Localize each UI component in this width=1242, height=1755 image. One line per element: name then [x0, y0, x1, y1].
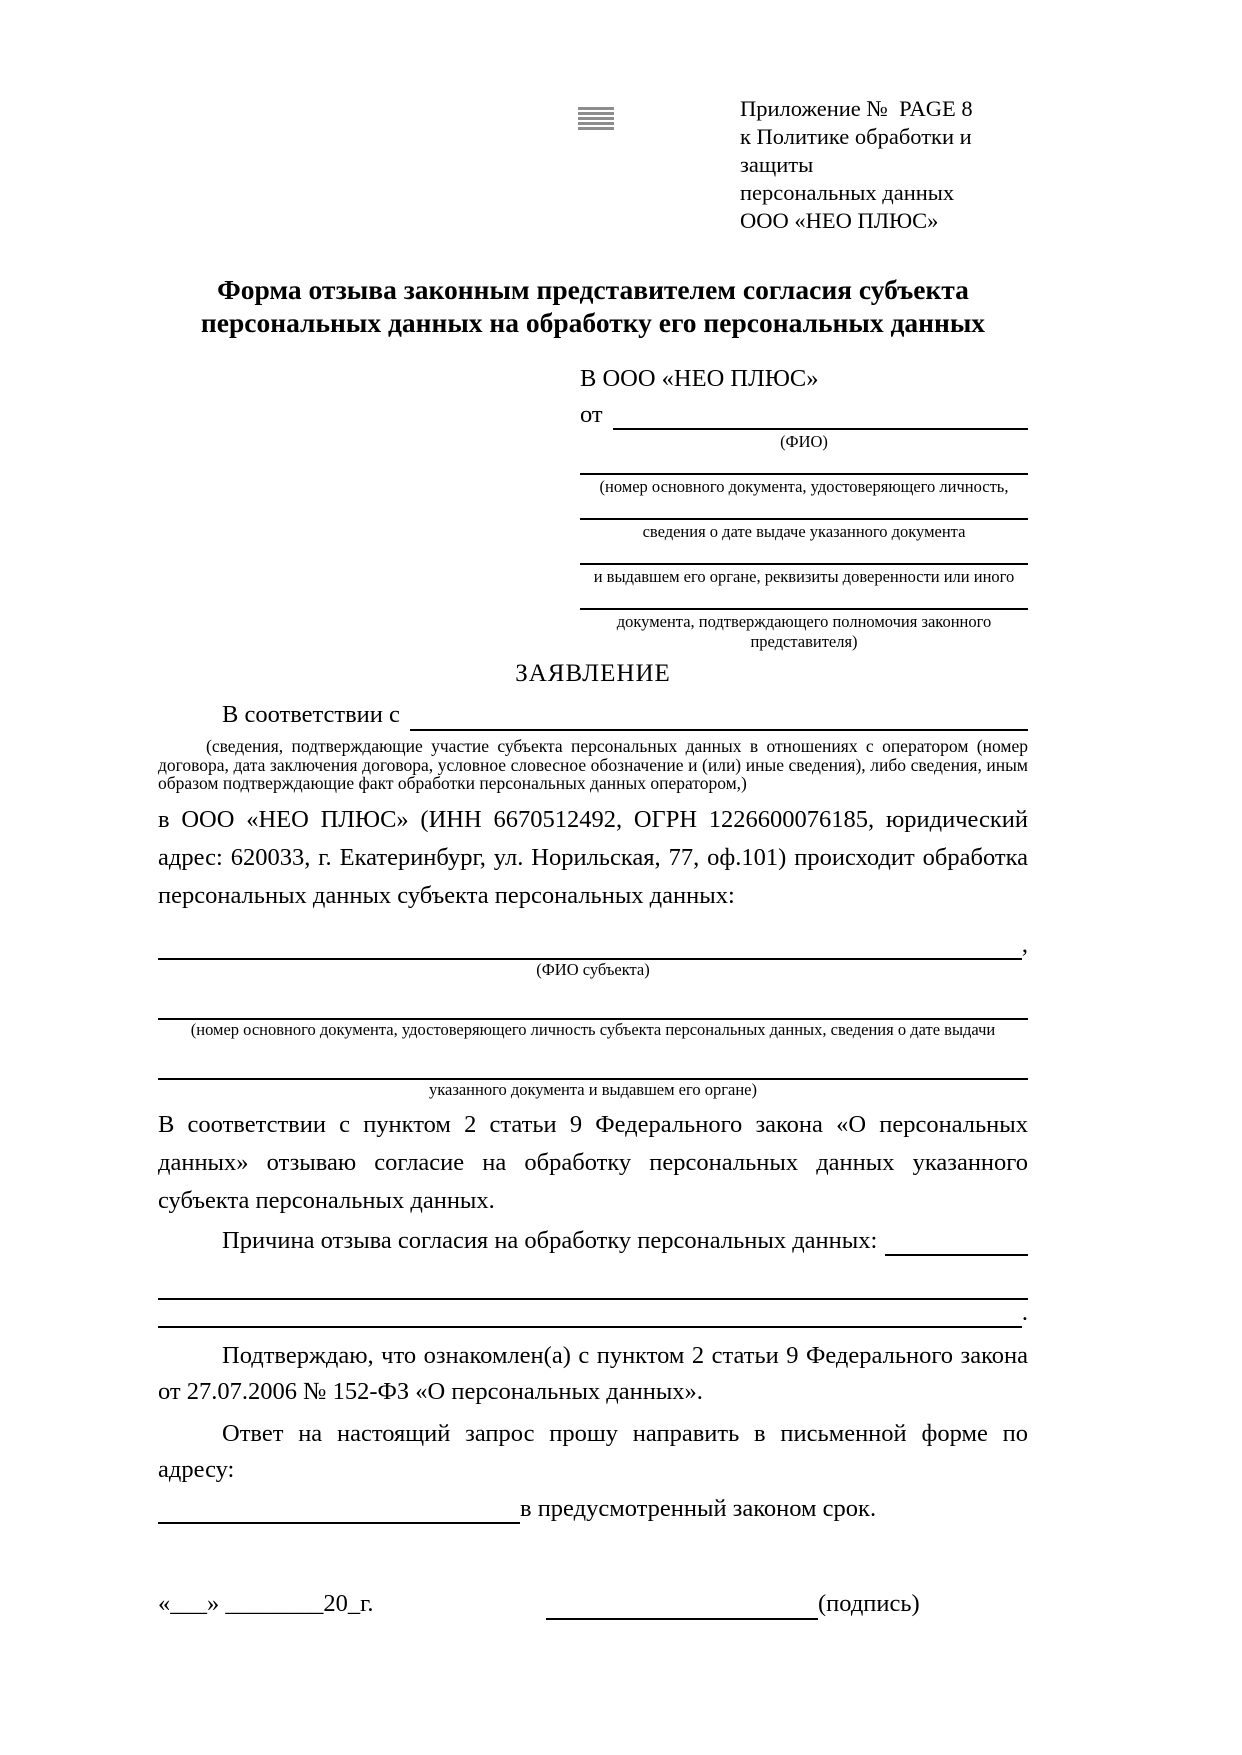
from-row — [580, 394, 1028, 430]
reason-continuation-line-1 — [158, 1272, 1028, 1300]
subject-doc-blank-line — [158, 992, 1028, 1020]
withdraw-paragraph: В соответствии с пунктом 2 статьи 9 Федерального закона «О персональных данных» отзываю согласие на обработку персональных данных указанного субъекта персональных данных. — [158, 1111, 1028, 1215]
reason-blank-line — [885, 1254, 1028, 1256]
fio-caption: (ФИО) — [780, 432, 828, 451]
footer-row — [158, 1588, 1028, 1620]
intro-prefix: В соответствии с — [222, 701, 400, 729]
issue-date-blank-line — [580, 497, 1028, 520]
recipient-block — [580, 363, 1028, 651]
issue-date-caption: сведения о дате выдаче указанного документа — [642, 522, 966, 541]
response-paragraph-line-1: Ответ на настоящий запрос прошу направить в письменной форме по адресу: — [158, 1420, 1028, 1484]
subject-doc-row-2 — [158, 1052, 1028, 1080]
response-suffix: в предусмотренный законом срок. — [520, 1494, 877, 1522]
signature-blank-line — [546, 1592, 818, 1620]
subject-fio-caption: (ФИО субъекта) — [536, 960, 650, 980]
from-label: от — [580, 401, 603, 428]
reason-period: . — [1021, 1298, 1028, 1326]
issuing-authority-blank-line — [580, 542, 1028, 565]
reason-continuation-line-2 — [158, 1300, 1022, 1328]
authority-document-blank-line — [580, 587, 1028, 610]
fine-print: (сведения, подтверждающие участие субъекта персональных данных в отношениях с оператором (номер договора, дата заключения договора, условное словесное обозначение и (или) иные сведения), либо сведения, иным образом подтверждающие факт обработки персональных данных оператором,) — [158, 736, 1028, 793]
reason-row — [158, 1222, 1028, 1256]
intro-blank-line — [410, 729, 1028, 731]
issuing-authority-caption: и выдавшем его органе, реквизиты доверенности или иного — [593, 567, 1015, 586]
subject-doc-caption-1: (номер основного документа, удостоверяющего личность субъекта персональных данных, сведения о дате выдачи — [190, 1020, 996, 1040]
response-paragraph-line-2 — [158, 1488, 1028, 1524]
company-name: ООО «НЕО ПЛЮС» — [740, 208, 939, 233]
confirm-paragraph: Подтверждаю, что ознакомлен(а) с пунктом 2 статьи 9 Федерального закона от 27.07.2006 № 152-ФЗ «О персональных данных». — [158, 1342, 1028, 1406]
reason-label: Причина отзыва согласия на обработку персональных данных: — [222, 1226, 878, 1254]
authority-document-caption: документа, подтверждающего полномочия законного представителя) — [616, 612, 992, 651]
address-blank-line — [158, 1496, 520, 1524]
fio-blank-line — [613, 428, 1028, 430]
form-title: Форма отзыва законным представителем согласия субъекта персональных данных на обработку его персональных данных — [200, 274, 986, 338]
page-header — [158, 95, 1028, 233]
date-field: «___» ________20_г. — [158, 1590, 374, 1618]
appendix-number-line: Приложение № PAGE 8 — [740, 96, 973, 121]
subject-fio-comma: , — [1021, 930, 1028, 958]
doc-number-blank-line — [580, 452, 1028, 475]
subject-doc-row — [158, 992, 1028, 1020]
signature-caption: (подпись) — [818, 1590, 920, 1618]
subject-doc-caption-2: указанного документа и выдавшем его органе) — [429, 1080, 757, 1100]
subject-fio-blank-line — [158, 932, 1022, 960]
subject-doc-blank-line-2 — [158, 1052, 1028, 1080]
operator-paragraph: в ООО «НЕО ПЛЮС» (ИНН 6670512492, ОГРН 1226600076185, юридический адрес: 620033, г. Екатеринбург, ул. Норильская, 77, оф.101) происходит обработка персональных данных субъекта персональных данных: — [158, 805, 1028, 909]
recipient-to: В ООО «НЕО ПЛЮС» — [580, 365, 819, 392]
doc-number-caption: (номер основного документа, удостоверяющего личность, — [599, 477, 1009, 496]
text-lines-icon — [578, 107, 614, 132]
intro-row — [158, 697, 1028, 731]
subject-fio-row — [158, 929, 1028, 961]
signature-group — [546, 1588, 1028, 1620]
reason-continuation-row-2 — [158, 1300, 1028, 1328]
appendix-block — [740, 95, 1028, 235]
policy-line-1: к Политике обработки и защиты — [740, 124, 978, 177]
statement-heading: ЗАЯВЛЕНИЕ — [515, 660, 671, 687]
policy-line-2: персональных данных — [740, 180, 955, 205]
